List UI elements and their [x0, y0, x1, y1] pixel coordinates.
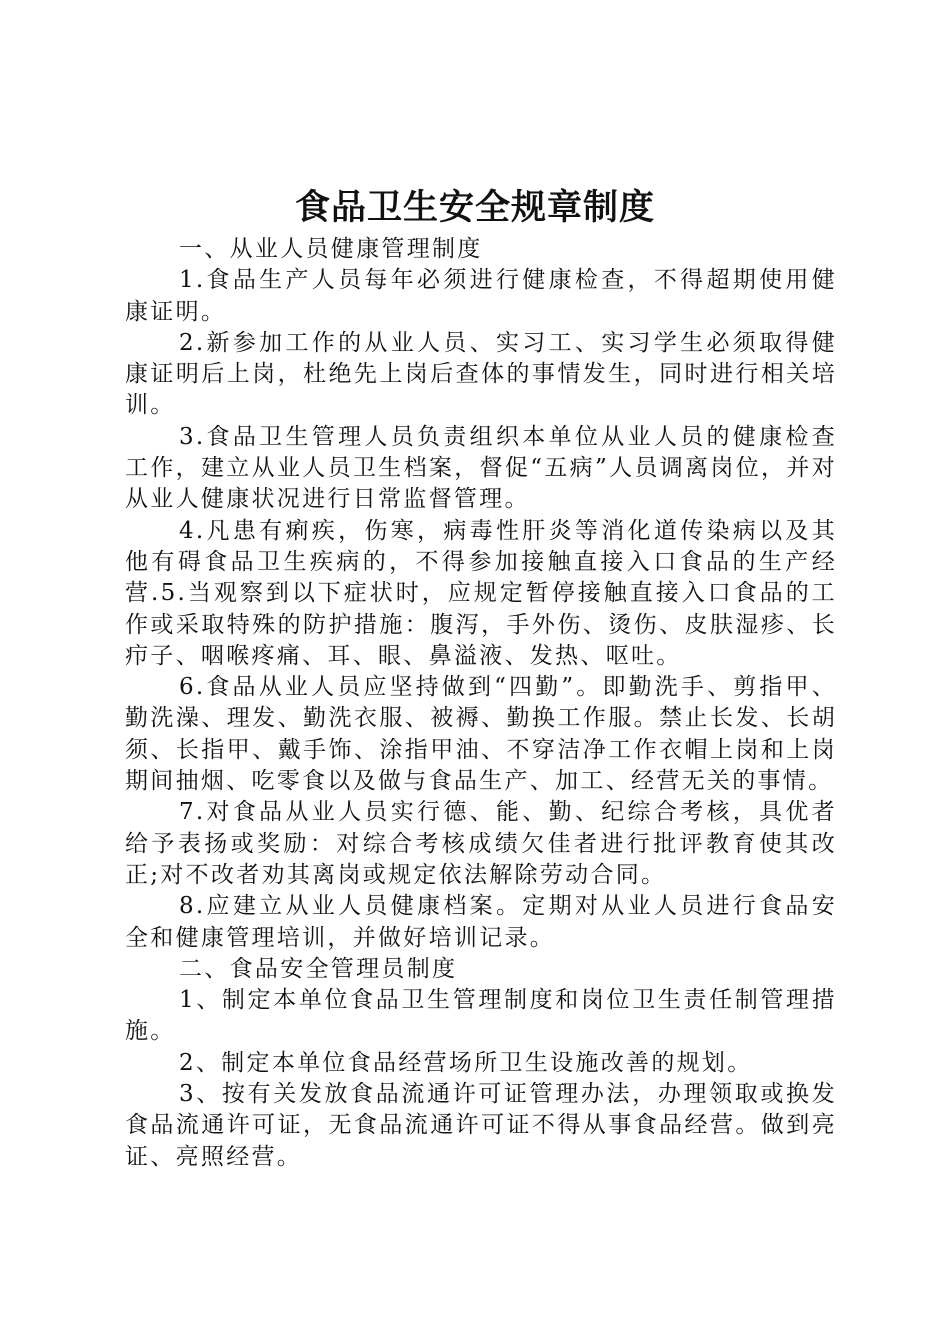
paragraph: 2、制定本单位食品经营场所卫生设施改善的规划。 — [179, 1049, 753, 1076]
paragraph: 3、按有关发放食品流通许可证管理办法，办理领取或换发食品流通许可证，无食品流通许可证不得从事食品经营。做到亮证、亮照经营。 — [125, 1081, 837, 1170]
paragraph: 6.食品从业人员应坚持做到“四勤”。即勤洗手、剪指甲、勤洗澡、理发、勤洗衣服、被褥、勤换工作服。禁止长发、长胡须、长指甲、戴手饰、涂指甲油、不穿洁净工作衣帽上岗和上岗期间抽烟、吃零食以及做与食品生产、加工、经营无关的事情。 — [125, 674, 837, 795]
document-body — [125, 234, 837, 1173]
paragraph: 8.应建立从业人员健康档案。定期对从业人员进行食品安全和健康管理培训，并做好培训记录。 — [125, 893, 837, 951]
section-heading: 一、从业人员健康管理制度 — [179, 236, 483, 262]
paragraph: 1.食品生产人员每年必须进行健康检查，不得超期使用健康证明。 — [125, 267, 837, 325]
section-heading: 二、食品安全管理员制度 — [179, 955, 458, 982]
document-title: 食品卫生安全规章制度 — [294, 188, 655, 228]
paragraph: 4.凡患有痢疾，伤寒，病毒性肝炎等消化道传染病以及其他有碍食品卫生疾病的，不得参加接触直接入口食品的生产经营.5.当观察到以下症状时，应规定暂停接触直接入口食品的工作或采取特殊的防护措施：腹泻，手外伤、烫伤、皮肤湿疹、长疖子、咽喉疼痛、耳、眼、鼻溢液、发热、呕吐。 — [125, 517, 837, 669]
paragraph: 3.食品卫生管理人员负责组织本单位从业人员的健康检查工作，建立从业人员卫生档案，督促“五病”人员调离岗位，并对从业人健康状况进行日常监督管理。 — [125, 423, 837, 513]
paragraph: 7.对食品从业人员实行德、能、勤、纪综合考核，具优者给予表扬或奖励：对综合考核成绩欠佳者进行批评教育使其改正;对不改者劝其离岗或规定依法解除劳动合同。 — [125, 799, 837, 888]
paragraph: 2.新参加工作的从业人员、实习工、实习学生必须取得健康证明后上岗，杜绝先上岗后查体的事情发生，同时进行相关培训。 — [125, 329, 837, 419]
paragraph: 1、制定本单位食品卫生管理制度和岗位卫生责任制管理措施。 — [125, 987, 837, 1045]
